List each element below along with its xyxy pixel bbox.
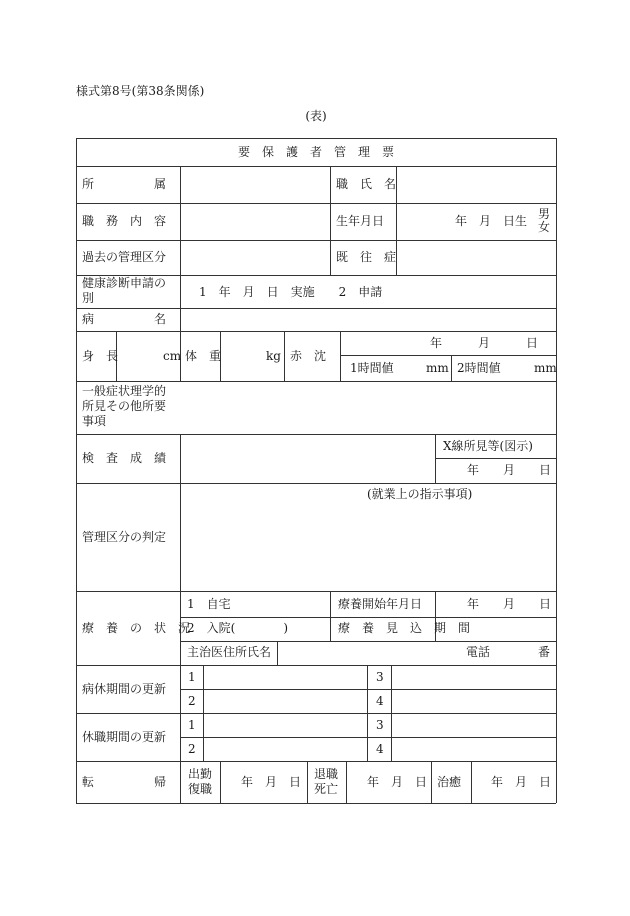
row-line <box>340 355 556 356</box>
row-number: 4 <box>376 742 384 756</box>
disease-label: 病 名 <box>82 312 167 326</box>
findings-label-3: 事項 <box>82 414 107 428</box>
col-line <box>330 591 331 641</box>
checkup-label-line2: 別 <box>82 291 95 305</box>
col-line <box>471 761 472 803</box>
xray-label: X線所見等(図示) <box>443 439 533 453</box>
row-line <box>435 458 556 459</box>
row-number: 4 <box>376 694 384 708</box>
row-line <box>76 483 556 484</box>
hour2-unit: mm <box>534 361 557 375</box>
row-number: 1 <box>188 670 196 684</box>
care-status-label: 療 養 の 状 況 <box>82 621 191 635</box>
instructions-label: (就業上の指示事項) <box>367 487 473 501</box>
height-label: 身 長 <box>82 349 119 363</box>
height-unit: cm <box>163 349 182 363</box>
col-line <box>277 641 278 665</box>
col-line <box>435 434 436 483</box>
affiliation-label: 所 属 <box>82 177 167 191</box>
outcome-label: 転 帰 <box>82 775 167 789</box>
row-line <box>76 166 556 167</box>
care-start-date: 年 月 日 <box>467 597 552 611</box>
col-line <box>220 761 221 803</box>
doctor-label: 主治医住所氏名 <box>187 645 272 659</box>
col-line <box>396 166 397 275</box>
form-number: 様式第8号(第38条関係) <box>76 84 205 98</box>
row-line <box>76 434 556 435</box>
hour1-unit: mm <box>426 361 449 375</box>
row-line <box>180 617 556 618</box>
row-line <box>76 591 556 592</box>
row-line <box>180 689 556 690</box>
border <box>556 138 557 803</box>
birthdate-value: 年 月 日生 <box>455 214 528 228</box>
care-period-label: 療 養 見 込 期 間 <box>338 621 471 635</box>
weight-label: 体 重 <box>185 349 222 363</box>
name-label: 職 氏 名 <box>336 177 397 191</box>
row-line <box>180 641 556 642</box>
col-line <box>307 761 308 803</box>
row-line <box>76 761 556 762</box>
esr-label: 赤 沈 <box>290 349 327 363</box>
col-line <box>451 355 452 381</box>
row-line <box>76 331 556 332</box>
col-line <box>180 434 181 803</box>
row-line <box>76 381 556 382</box>
retire-date: 年 月 日 <box>367 775 428 789</box>
findings-label-1: 一般症状理学的 <box>82 384 167 398</box>
col-line <box>203 665 204 761</box>
hour2-label: 2時間値 <box>457 361 501 375</box>
row-number: 3 <box>376 718 384 732</box>
col-line <box>340 331 341 381</box>
return-date: 年 月 日 <box>241 775 302 789</box>
checkup-options: 1 年 月 日 実施 2 申請 <box>199 285 383 299</box>
col-line <box>391 665 392 761</box>
col-line <box>330 166 331 275</box>
row-line <box>76 665 556 666</box>
judgement-label: 管理区分の判定 <box>82 530 167 544</box>
row-number: 1 <box>188 718 196 732</box>
job-label: 職 務 内 容 <box>82 214 167 228</box>
care-home-option: 1 自宅 <box>187 597 231 611</box>
return-label-2: 復職 <box>188 782 213 796</box>
phone-label: 電話 番 <box>466 645 551 659</box>
row-line <box>76 203 556 204</box>
exam-results-label: 検 査 成 績 <box>82 451 167 465</box>
col-line <box>346 761 347 803</box>
border <box>76 138 556 139</box>
checkup-label-line1: 健康診断申請の <box>82 276 167 290</box>
suspension-label: 休職期間の更新 <box>82 730 167 744</box>
esr-date: 年 月 日 <box>430 336 539 350</box>
row-number: 2 <box>188 694 196 708</box>
cure-label: 治癒 <box>437 775 462 789</box>
findings-label-2: 所見その他所要 <box>82 399 167 413</box>
sick-leave-label: 病休期間の更新 <box>82 682 167 696</box>
form-title: 要 保 護 者 管 理 票 <box>237 145 394 159</box>
col-line <box>284 331 285 381</box>
retire-label-1: 退職 <box>314 767 339 781</box>
border <box>76 803 556 804</box>
medical-history-label: 既 往 症 <box>336 250 397 264</box>
page-side-label: (表) <box>305 109 327 123</box>
row-number: 2 <box>188 742 196 756</box>
row-line <box>76 240 556 241</box>
row-line <box>180 737 556 738</box>
gender-female: 女 <box>537 220 550 234</box>
hour1-label: 1時間値 <box>350 361 394 375</box>
return-label-1: 出勤 <box>188 767 213 781</box>
care-start-label: 療養開始年月日 <box>338 597 423 611</box>
past-class-label: 過去の管理区分 <box>82 250 167 264</box>
birthdate-label: 生年月日 <box>336 214 385 228</box>
col-line <box>431 761 432 803</box>
weight-unit: kg <box>266 349 281 363</box>
col-line <box>367 665 368 761</box>
retire-label-2: 死亡 <box>314 782 339 796</box>
row-number: 3 <box>376 670 384 684</box>
cure-date: 年 月 日 <box>491 775 552 789</box>
row-line <box>76 713 556 714</box>
border <box>76 138 77 803</box>
care-hospital-option: 2 入院( ) <box>187 621 288 635</box>
xray-date: 年 月 日 <box>467 463 552 477</box>
gender-male: 男 <box>537 207 550 221</box>
row-line <box>76 308 556 309</box>
